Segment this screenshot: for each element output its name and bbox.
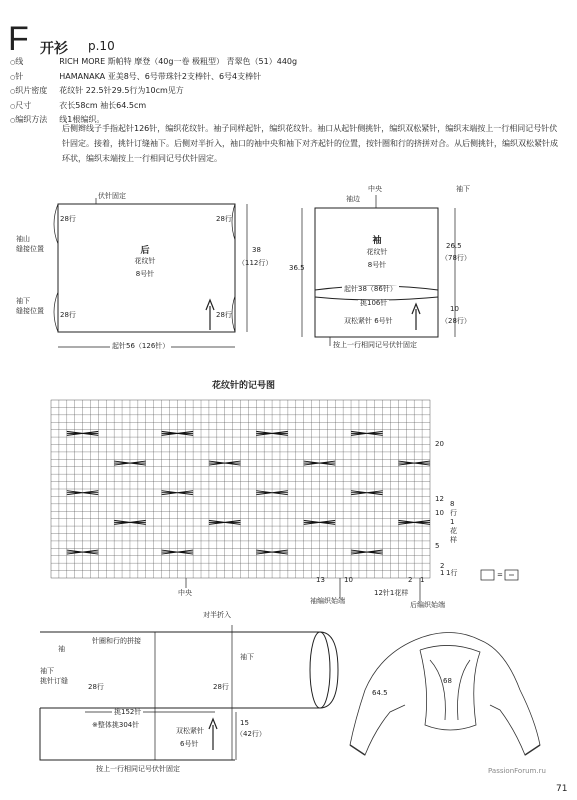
chart-sleeve-start: 袖编织始端	[310, 597, 345, 605]
assembly-pickup: 挑152针	[114, 708, 142, 716]
assembly-needle: 6号针	[180, 740, 199, 748]
page-reference: p.10	[88, 39, 115, 53]
chart-center-label: 中央	[178, 589, 192, 597]
chart-repeat-note: 8 行 1 花 样	[450, 500, 457, 544]
sleeve-bindoff-note: 按上一行相同记号伏针固定	[333, 341, 417, 349]
chart-col-13: 13	[316, 576, 325, 584]
sleeve-rib: 双松紧针 6号针	[344, 317, 393, 325]
instructions-text: 后侧辫线子手指起针126针，编织花纹针。袖子同样起针，编织花纹针。袖口从起针侧挑针，编织双松紧针，编织末端按上一行相同记号针伏针固定。接着，挑针订缝袖下。后侧对半折入，袖口的袖中央和袖下对齐起针的位置，按针圈和行的挤拼对合。从后侧挑针，编织双松紧针成环状，编织末端按上一行相同记号伏针固定。	[62, 124, 558, 163]
chart-row-20: 20	[435, 440, 444, 448]
sleeve-upper-height: 26.5	[446, 242, 462, 250]
chart-row-1: 1	[440, 569, 445, 577]
assembly-total: ※整体挑304针	[92, 721, 140, 729]
assembly-stitch-join: 针圈和行的拼接	[92, 637, 141, 645]
sketch-length-b: 68	[443, 677, 452, 685]
sleeve-total-height: 36.5	[289, 264, 305, 272]
back-needle: 8号针	[135, 270, 155, 278]
chart-col-10: 10	[344, 576, 353, 584]
spec-gauge: ○织片密度 花纹针 22.5针29.5行为10cm见方	[10, 86, 184, 95]
pattern-title: 开衫	[40, 41, 68, 57]
assembly-sleeve: 袖	[58, 645, 65, 653]
chart-row-2: 2	[440, 562, 445, 570]
spec-size: ○尺寸 衣长58cm 袖长64.5cm	[10, 100, 147, 110]
assembly-fold-note: 对半折入	[203, 611, 231, 619]
assembly-height: 15	[240, 719, 249, 727]
back-label: 后	[140, 246, 150, 256]
chart-title: 花纹针的记号图	[212, 381, 276, 391]
sleeve-stitch: 花纹针	[366, 248, 388, 256]
section-letter: F	[8, 20, 29, 58]
sleeve-lower-rows: （28行）	[441, 317, 471, 325]
sleeve-underarm: 袖下	[456, 185, 470, 193]
page-number: 71	[556, 784, 568, 794]
chart-repeat-label: 12针1花样	[374, 589, 409, 597]
back-height-rows: （112行）	[238, 259, 273, 267]
chart-col-2: 2	[408, 576, 413, 584]
sleeve-lower-height: 10	[450, 305, 459, 313]
back-sleeve-seam-note: 袖下 缝接位置	[16, 297, 44, 315]
assembly-rows-right: 28行	[213, 683, 229, 691]
sleeve-edge: 袖边	[346, 195, 360, 203]
back-sleeve-cap-note: 袖山 缝接位置	[16, 235, 44, 253]
assembly-height-rows: （42行）	[236, 730, 266, 738]
sleeve-cast-on: 起针38（86针）	[344, 285, 397, 293]
back-rows-top-left: 28行	[60, 215, 76, 223]
assembly-sleeve-under: 袖下	[240, 653, 254, 661]
chart-row-5: 5	[435, 542, 440, 550]
sleeve-pickup: 挑106针	[360, 299, 388, 307]
back-rows-top-right: 28行	[216, 215, 232, 223]
chart-back-start: 后编织始端	[410, 601, 445, 609]
back-bindoff-note: 伏针固定	[98, 192, 126, 200]
assembly-rows-left: 28行	[88, 683, 104, 691]
back-cast-on: 起针56（126针）	[112, 342, 170, 350]
chart-col-1: 1	[420, 576, 425, 584]
back-rows-bottom-left: 28行	[60, 311, 76, 319]
legend-equals: =	[497, 571, 503, 579]
spec-method: ○编织方法 线1根编织。	[10, 115, 105, 124]
back-panel-outline	[58, 204, 235, 332]
back-rows-bottom-right: 28行	[216, 311, 232, 319]
chart-row1-label: 1行	[446, 569, 458, 577]
sleeve-center: 中央	[368, 185, 382, 193]
spec-yarn: ○线 RICH MORE 斯帕特 摩登（40g一卷 极粗型） 青翠色（51）440g	[10, 57, 298, 66]
chart-row-12: 12	[435, 495, 444, 503]
back-height-cm: 38	[252, 246, 261, 254]
sleeve-upper-rows: （78行）	[441, 254, 471, 262]
assembly-rib: 双松紧针	[176, 727, 204, 735]
assembly-sleeve-seam: 袖下 挑针订缝	[40, 667, 68, 685]
sleeve-label: 袖	[372, 236, 382, 246]
sleeve-needle: 8号针	[367, 261, 387, 269]
spec-needles: ○针 HAMANAKA 亚美8号、6号带珠针2支棒针、6号4支棒针	[10, 71, 262, 81]
assembly-bindoff-note: 按上一行相同记号伏针固定	[96, 765, 180, 773]
sketch-length-a: 64.5	[372, 689, 388, 697]
watermark: PassionForum.ru	[488, 767, 546, 775]
chart-row-10: 10	[435, 509, 444, 517]
back-stitch: 花纹针	[134, 257, 156, 265]
